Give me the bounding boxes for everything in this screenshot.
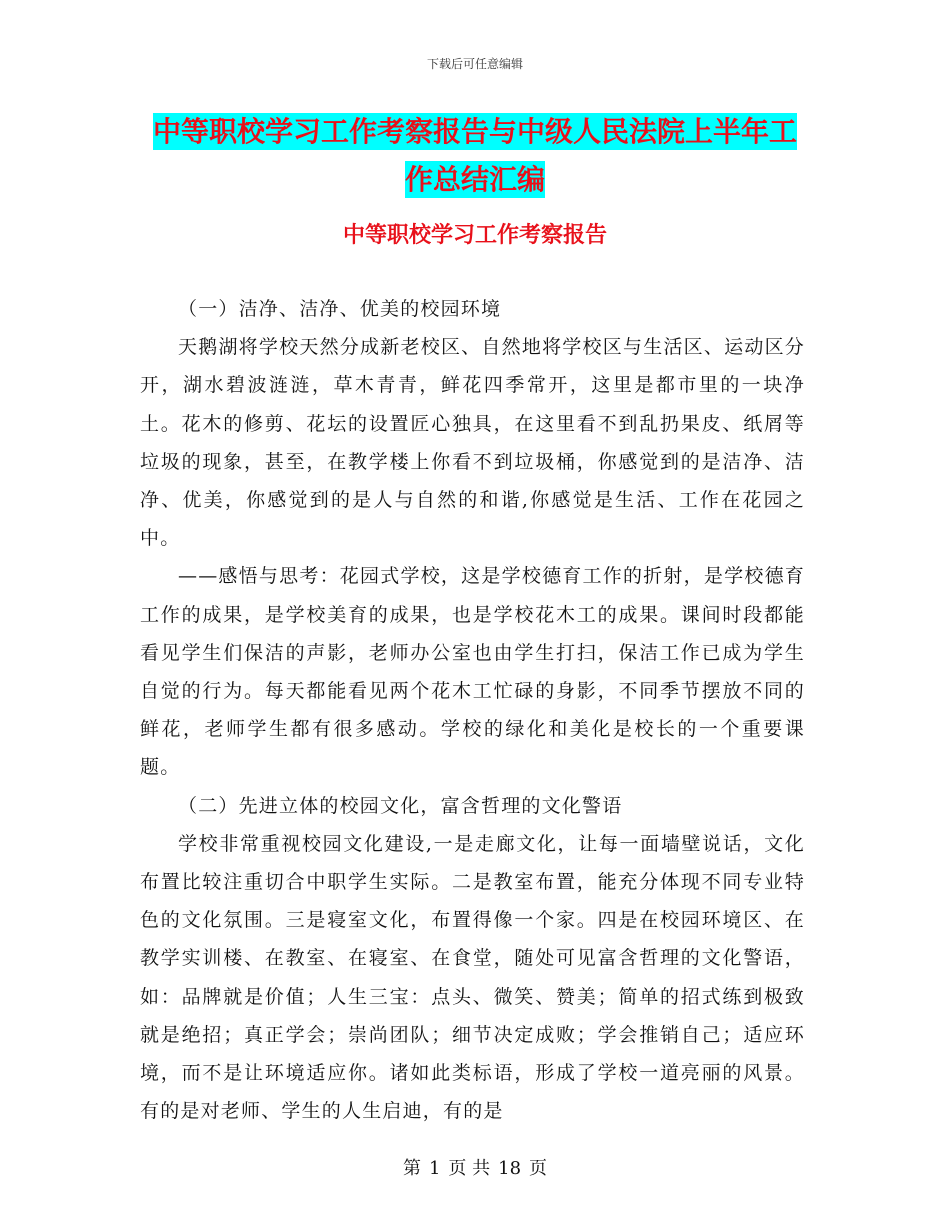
body-paragraph-2: ——感悟与思考：花园式学校，这是学校德育工作的折射，是学校德育工作的成果，是学校美育的成果，也是学校花木工的成果。课间时段都能看见学生们保洁的声影，老师办公室也由学生打扫，保洁工作已成为学生自觉的行为。每天都能看见两个花木工忙碌的身影，不同季节摆放不同的鲜花，老师学生都有很多感动。学校的绿化和美化是校长的一个重要课题。: [140, 565, 805, 779]
footer-suffix: 页: [529, 1158, 548, 1179]
footer-middle: 页 共: [448, 1158, 491, 1179]
body-paragraph-3: 学校非常重视校园文化建设,一是走廊文化，让每一面墙壁说话，文化布置比较注重切合中职学生实际。二是教室布置，能充分体现不同专业特色的文化氛围。三是寝室文化，布置得像一个家。四是在校园环境区、在教学实训楼、在教室、在寝室、在食堂，随处可见富含哲理的文化警语，如：品牌就是价值；人生三宝：点头、微笑、赞美；简单的招式练到极致就是绝招；真正学会；崇尚团队；细节决定成败；学会推销自己；适应环境，而不是让环境适应你。诸如此类标语，形成了学校一道亮丽的风景。有的是对老师、学生的人生启迪，有的是: [140, 832, 805, 1123]
heading-paragraph-2: （二）先进立体的校园文化，富含哲理的文化警语: [178, 794, 623, 817]
footer-total-pages: 18: [498, 1158, 522, 1179]
header-note: 下载后可任意编辑: [426, 57, 523, 71]
footer-prefix: 第: [402, 1158, 421, 1179]
page-footer: [0, 1154, 950, 1180]
document-title-text: 中等职校学习工作考察报告与中级人民法院上半年工作总结汇编: [152, 115, 797, 196]
body-paragraph-1: 天鹅湖将学校天然分成新老校区、自然地将学校区与生活区、运动区分开，湖水碧波涟涟，草木青青，鲜花四季常开，这里是都市里的一块净土。花木的修剪、花坛的设置匠心独具，在这里看不到乱扔果皮、纸屑等垃圾的现象，甚至，在教学楼上你看不到垃圾桶，你感觉到的是洁净、洁净、优美，你感觉到的是人与自然的和谐,你感觉是生活、工作在花园之中。: [140, 336, 805, 550]
heading-paragraph-1: （一）洁净、洁净、优美的校园环境: [178, 298, 502, 320]
section-title: 中等职校学习工作考察报告: [342, 223, 607, 248]
footer-page-number: 1: [428, 1158, 441, 1179]
document-body: [140, 290, 805, 1130]
document-title: [140, 108, 810, 204]
